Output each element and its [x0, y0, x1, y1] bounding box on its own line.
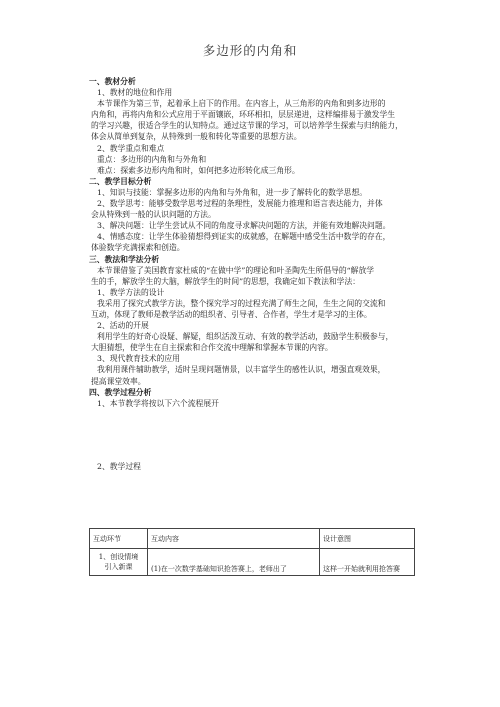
- text-line: 4、情感态度：让学生体验猜想得到证实的成就感，在解题中感受生活中数学的存在，: [97, 232, 391, 242]
- text-line: 本节课作为第三节，起着承上启下的作用。在内容上，从三角形的内角和到多边形的: [97, 99, 386, 109]
- text-line: 1、知识与技能：掌握多边形的内角和与外角和，进一步了解转化的数学思想。: [97, 187, 368, 197]
- text-line: 3、现代教育技术的应用: [97, 354, 180, 364]
- table-cell-intent: [320, 549, 415, 576]
- flowchart-space: [89, 409, 411, 461]
- text-line: 内角和，再将内角和公式应用于平面镶嵌，环环相扣，层层递进，这样编排易于激发学生: [91, 110, 396, 120]
- section-heading: 四、教学过程分析: [89, 387, 152, 397]
- text-line: 2、数学思考：能够受数学思考过程的条理性，发展能力推理和语言表达能力，并体: [97, 199, 383, 209]
- text-line: 我采用了探究式教学方法，整个探究学习的过程充满了师生之间，生生之间的交流和: [97, 298, 386, 308]
- text-line: 难点：探索多边形内角和时，如何把多边形转化成三角形。: [97, 165, 300, 175]
- text-line: 我利用课件辅助教学，适时呈现问题情景，以丰富学生的感性认识，增强直观效果，: [97, 365, 386, 375]
- table-header-cell: 互动环节: [90, 529, 148, 549]
- text-line: 3、解决问题：让学生尝试从不同的角度寻求解决问题的方法，并能有效地解决问题。: [97, 221, 391, 231]
- text-line: 的学习兴趣，很适合学生的认知特点。通过这节课的学习，可以培养学生探索与归纳能力，: [91, 121, 403, 131]
- text-line: 2、教学重点和难点: [97, 143, 165, 153]
- table-cell-stage: [90, 549, 148, 576]
- text-line: 互动，体现了教师是教学活动的组织者、引导者、合作者，学生才是学习的主体。: [91, 309, 372, 319]
- text-line: 2、活动的开展: [97, 321, 149, 331]
- stage-line: 1、创设情境: [98, 553, 139, 561]
- text-line: 1、本节教学将按以下六个流程展开: [97, 398, 219, 408]
- text-line: 2、教学过程: [97, 461, 141, 471]
- text-line: 生的手，解放学生的大脑，解放学生的时间”的思想，我确定如下教法和学法：: [91, 276, 361, 286]
- page-title: 多边形的内角和: [202, 43, 298, 58]
- document-body: [89, 76, 411, 472]
- teaching-process-table: [89, 528, 415, 576]
- text-line: 体验数学充满探索和创造。: [91, 243, 185, 253]
- section-heading: 二、教学目标分析: [89, 176, 152, 186]
- section-heading: 一、教材分析: [89, 77, 136, 86]
- text-line: 1、教学方法的设计: [97, 287, 165, 297]
- table-cell-content: [148, 549, 320, 576]
- section-heading: 三、教法和学法分析: [89, 254, 160, 264]
- text-line: 大胆猜想，使学生在自主探索和合作交流中理解和掌握本节课的内容。: [91, 343, 333, 353]
- stage-line: 引入新课: [104, 563, 133, 571]
- content-text: (1)在一次数学基础知识抢答赛上，老师出了: [151, 565, 287, 573]
- text-line: 提高课堂效率。: [91, 376, 146, 386]
- text-line: 体会从简单到复杂，从特殊到一般和转化等重要的思想方法。: [91, 132, 302, 142]
- text-line: 本节课借鉴了美国教育家杜威的“在做中学”的理论和叶圣陶先生所倡导的“解放学: [97, 265, 375, 275]
- table-header-cell: 互动内容: [148, 529, 320, 549]
- intent-text: 这样一开始就利用抢答赛: [323, 565, 400, 573]
- text-line: 重点：多边形的内角和与外角和: [97, 154, 207, 164]
- text-line: 会从特殊到一般的认识问题的方法。: [91, 210, 216, 220]
- table-header-cell: 设计意图: [320, 529, 415, 549]
- text-line: 利用学生的好奇心设疑、解疑，组织活泼互动、有效的教学活动，鼓励学生积极参与，: [97, 332, 394, 342]
- table-header-row: [90, 529, 415, 549]
- text-line: 1、教材的地位和作用: [97, 88, 173, 98]
- table-row: [90, 549, 415, 576]
